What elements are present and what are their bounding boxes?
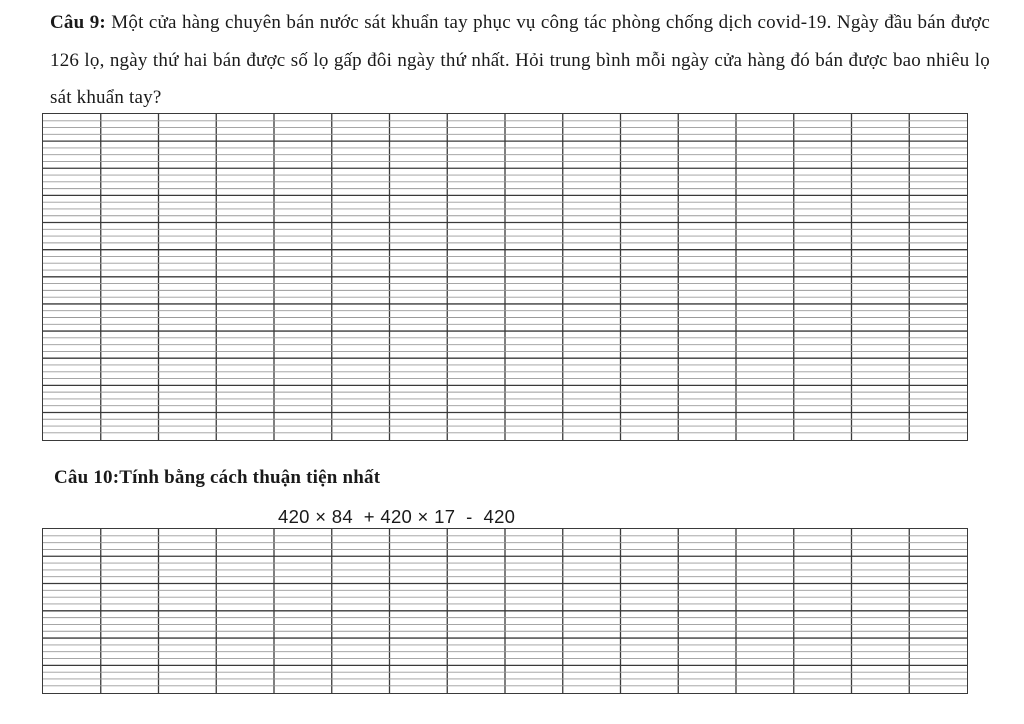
question-10-text: Tính bằng cách thuận tiện nhất [119, 467, 381, 488]
grid-lines [43, 529, 967, 693]
answer-grid-question-10[interactable] [42, 528, 968, 694]
answer-grid-question-9[interactable] [42, 113, 968, 441]
question-9-label: Câu 9: [50, 12, 106, 33]
question-10-expression: 420 × 84 + 420 × 17 - 420 [278, 506, 516, 527]
question-10-title [54, 467, 380, 489]
question-10-label: Câu 10: [54, 467, 120, 488]
question-9-text: Một cửa hàng chuyên bán nước sát khuẩn tay phục vụ công tác phòng chống dịch covid-19. Ngày đầu bán được 126 lọ, ngày thứ hai bán được số lọ gấp đôi ngày thứ nhất. Hỏi trung bình mỗi ngày cửa hàng đó bán được bao nhiêu lọ sát khuẩn tay? [50, 12, 990, 108]
question-9 [50, 4, 990, 117]
grid-lines [43, 114, 967, 440]
